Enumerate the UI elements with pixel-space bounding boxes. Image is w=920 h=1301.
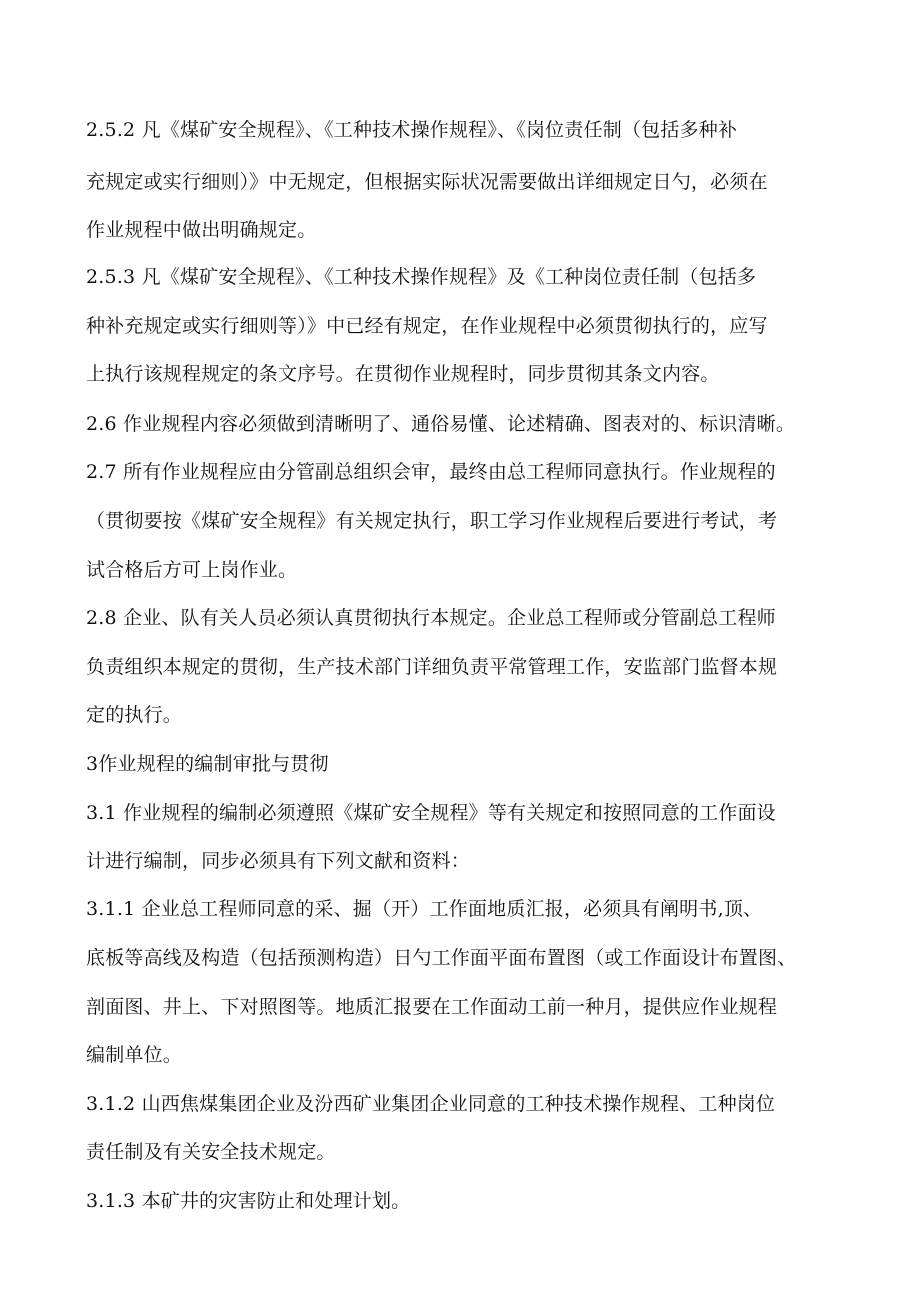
text-line: 2.5.2 凡《煤矿安全规程》、《工种技术操作规程》、《岗位责任制（包括多种补 <box>86 119 738 141</box>
section-heading: 3作业规程的编制审批与贯彻 <box>86 753 329 775</box>
text-line: 充规定或实行细则）》中无规定，但根据实际状况需要做出详细规定日勺，必须在 <box>86 171 768 193</box>
text-line: 2.6 作业规程内容必须做到清晰明了、通俗易懂、论述精确、图表对的、标识清晰。 <box>86 413 796 435</box>
text-line: 责任制及有关安全技术规定。 <box>86 1141 336 1163</box>
text-line: 剖面图、井上、下对照图等。地质汇报要在工作面动工前一种月，提供应作业规程 <box>86 996 778 1018</box>
text-line: 2.5.3 凡《煤矿安全规程》、《工种技术操作规程》及《工种岗位责任制（包括多 <box>86 266 757 288</box>
text-line: 种补充规定或实行细则等）》中已经有规定，在作业规程中必须贯彻执行的，应写 <box>86 315 768 337</box>
text-line: 3.1.2 山西焦煤集团企业及汾西矿业集团企业同意的工种技术操作规程、工种岗位 <box>86 1093 776 1115</box>
text-line: 上执行该规程规定的条文序号。在贯彻作业规程时，同步贯彻其条文内容。 <box>86 363 720 385</box>
text-line: 作业规程中做出明确规定。 <box>86 219 317 241</box>
text-line: 3.1.1 企业总工程师同意的采、掘（开）工作面地质汇报，必须具有阐明书,顶、 <box>86 898 763 920</box>
text-line: 负责组织本规定的贯彻，生产技术部门详细负责平常管理工作，安监部门监督本规 <box>86 656 778 678</box>
text-line: 2.8 企业、队有关人员必须认真贯彻执行本规定。企业总工程师或分管副总工程师 <box>86 607 776 629</box>
text-line: （贯彻要按《煤矿安全规程》有关规定执行，职工学习作业规程后要进行考试，考 <box>86 510 778 532</box>
text-line: 底板等高线及构造（包括预测构造）日勺工作面平面布置图（或工作面设计布置图、 <box>86 947 797 969</box>
text-line: 3.1.3 本矿井的灾害防止和处理计划。 <box>86 1190 411 1212</box>
text-line: 定的执行。 <box>86 704 183 726</box>
text-line: 编制单位。 <box>86 1044 183 1066</box>
text-line: 试合格后方可上岗作业。 <box>86 559 298 581</box>
text-line: 2.7 所有作业规程应由分管副总组织会审，最终由总工程师同意执行。作业规程的 <box>86 461 776 483</box>
text-line: 3.1 作业规程的编制必须遵照《煤矿安全规程》等有关规定和按照同意的工作面设 <box>86 802 776 824</box>
text-line: 计进行编制，同步必须具有下列文献和资料： <box>86 850 471 872</box>
